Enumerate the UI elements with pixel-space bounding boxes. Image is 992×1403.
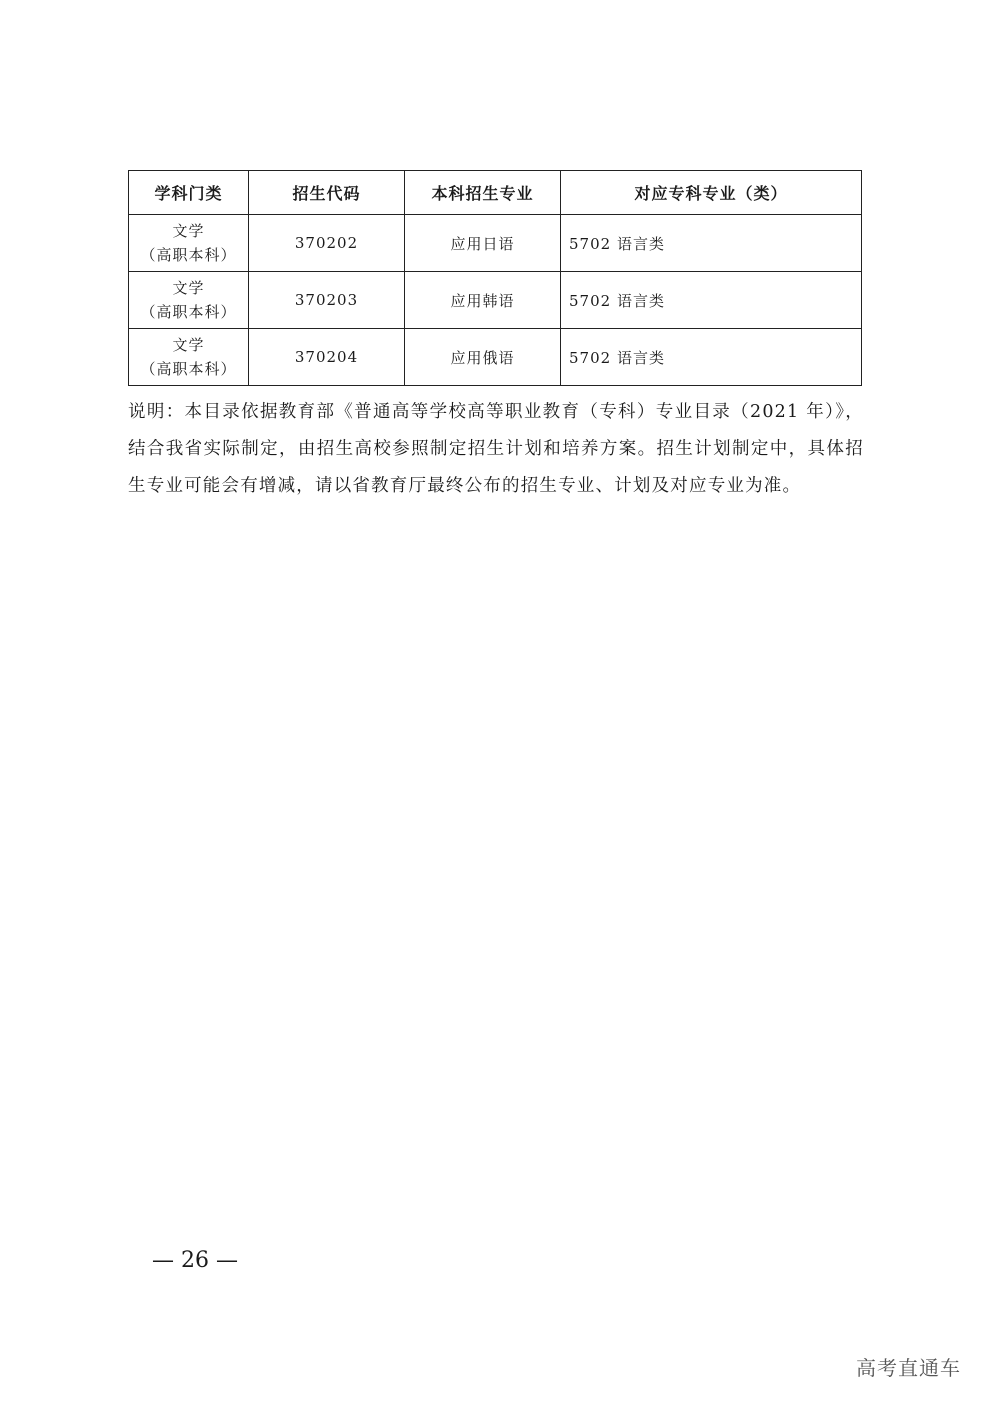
table-row: [129, 329, 862, 386]
header-major: 本科招生专业: [405, 171, 561, 215]
header-related-major: 对应专科专业（类）: [561, 171, 862, 215]
discipline-cell: [129, 272, 249, 329]
discipline-level: （高职本科）: [140, 303, 237, 321]
related-major-cell: 5702 语言类: [561, 272, 862, 329]
discipline-cell: [129, 215, 249, 272]
discipline-name: 文学: [172, 336, 205, 354]
discipline-level: （高职本科）: [140, 360, 237, 378]
watermark-text: 高考直通车: [856, 1356, 961, 1380]
table-row: [129, 215, 862, 272]
page-number: — 26 —: [152, 1248, 238, 1273]
major-cell: 应用俄语: [405, 329, 561, 386]
table-row: [129, 272, 862, 329]
explanatory-note: 说明：本目录依据教育部《普通高等学校高等职业教育（专科）专业目录（2021 年）》，结合我省实际制定，由招生高校参照制定招生计划和培养方案。招生计划制定中，具体招生专业可能会有增减，请以省教育厅最终公布的招生专业、计划及对应专业为准。: [128, 402, 864, 496]
table-header-row: [129, 171, 862, 215]
header-discipline: 学科门类: [129, 171, 249, 215]
discipline-name: 文学: [172, 279, 205, 297]
related-major-cell: 5702 语言类: [561, 215, 862, 272]
discipline-cell: [129, 329, 249, 386]
discipline-level: （高职本科）: [140, 246, 237, 264]
major-cell: 应用日语: [405, 215, 561, 272]
code-cell: 370203: [249, 272, 405, 329]
discipline-name: 文学: [172, 222, 205, 240]
header-code: 招生代码: [249, 171, 405, 215]
code-cell: 370204: [249, 329, 405, 386]
code-cell: 370202: [249, 215, 405, 272]
major-cell: 应用韩语: [405, 272, 561, 329]
related-major-cell: 5702 语言类: [561, 329, 862, 386]
major-catalog-table: [128, 170, 862, 386]
